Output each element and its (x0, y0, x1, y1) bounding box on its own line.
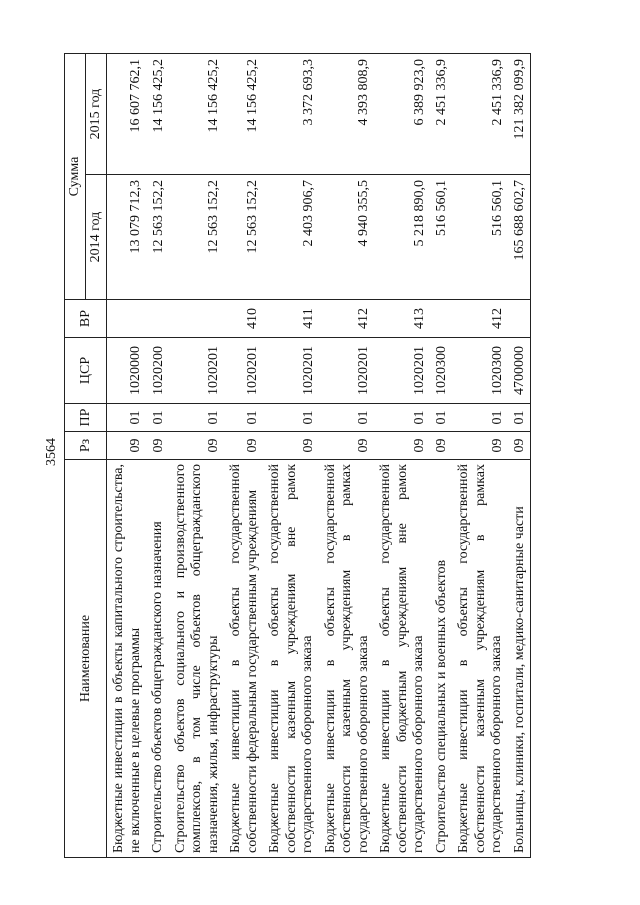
row-name: Бюджетные инвестиции в объекты государственной собственности казенным учреждениям в рамках государственного оборонного заказа (319, 460, 375, 858)
row-vr: 412 (319, 300, 375, 338)
row-pr: 01 (452, 404, 508, 432)
row-pr: 01 (263, 404, 319, 432)
row-sum-2014: 2 403 906,7 (263, 175, 319, 300)
row-name: Бюджетные инвестиции в объекты государственной собственности федеральным государственным учреждениям (224, 460, 263, 858)
row-vr (169, 300, 225, 338)
row-name: Больницы, клиники, госпитали, медико-санитарные части (508, 460, 531, 858)
table-row (263, 54, 319, 858)
row-rz: 09 (224, 432, 263, 460)
table-row (319, 54, 375, 858)
row-name: Строительство объектов общегражданского назначения (146, 460, 169, 858)
table-row (452, 54, 508, 858)
row-sum-2014: 4 940 355,5 (319, 175, 375, 300)
row-name: Строительство объектов социального и производственного комплексов, в том числе объектов общегражданского назначения, жилья, инфраструктуры (169, 460, 225, 858)
row-sum-2014: 516 560,1 (430, 175, 453, 300)
row-pr: 01 (508, 404, 531, 432)
row-name: Бюджетные инвестиции в объекты государственной собственности казенным учреждениям вне рамок государственного оборонного заказа (263, 460, 319, 858)
row-sum-2014: 12 563 152,2 (224, 175, 263, 300)
row-sum-2015: 2 451 336,9 (430, 54, 453, 175)
row-rz: 09 (430, 432, 453, 460)
row-sum-2015: 16 607 762,1 (107, 54, 147, 175)
row-sum-2014: 516 560,1 (452, 175, 508, 300)
table-header (65, 54, 107, 858)
row-sum-2014: 12 563 152,2 (169, 175, 225, 300)
row-sum-2015: 3 372 693,3 (263, 54, 319, 175)
row-rz: 09 (263, 432, 319, 460)
table-row (169, 54, 225, 858)
table-row (508, 54, 531, 858)
row-vr: 411 (263, 300, 319, 338)
row-vr: 410 (224, 300, 263, 338)
table-row (224, 54, 263, 858)
header-2014: 2014 год (86, 175, 107, 300)
row-csr: 1020000 (107, 338, 147, 404)
header-vr: ВР (65, 300, 107, 338)
row-pr: 01 (319, 404, 375, 432)
row-name: Бюджетные инвестиции в объекты государственной собственности бюджетным учреждениям вне рамок государственного оборонного заказа (374, 460, 430, 858)
header-rz: Рз (65, 432, 107, 460)
header-csr: ЦСР (65, 338, 107, 404)
row-pr: 01 (146, 404, 169, 432)
row-vr (107, 300, 147, 338)
row-pr: 01 (169, 404, 225, 432)
row-pr: 01 (224, 404, 263, 432)
header-name: Наименование (65, 460, 107, 858)
row-csr: 1020300 (430, 338, 453, 404)
row-pr: 01 (430, 404, 453, 432)
table-row (146, 54, 169, 858)
row-sum-2015: 14 156 425,2 (146, 54, 169, 175)
row-vr (508, 300, 531, 338)
row-vr (146, 300, 169, 338)
row-name: Бюджетные инвестиции в объекты капитального строительства, не включенные в целевые программы (107, 460, 147, 858)
row-csr: 1020201 (224, 338, 263, 404)
row-sum-2014: 165 688 602,7 (508, 175, 531, 300)
table-row (107, 54, 147, 858)
page-number: 3564 (44, 438, 59, 466)
row-name: Строительство специальных и военных объектов (430, 460, 453, 858)
row-rz: 09 (146, 432, 169, 460)
row-vr (430, 300, 453, 338)
row-vr: 413 (374, 300, 430, 338)
row-pr: 01 (107, 404, 147, 432)
row-sum-2014: 5 218 890,0 (374, 175, 430, 300)
budget-table (64, 53, 531, 858)
row-name: Бюджетные инвестиции в объекты государственной собственности казенным учреждениям в рамках государственного оборонного заказа (452, 460, 508, 858)
row-sum-2015: 14 156 425,2 (169, 54, 225, 175)
header-2015: 2015 год (86, 54, 107, 175)
row-sum-2014: 13 079 712,3 (107, 175, 147, 300)
row-csr: 1020201 (263, 338, 319, 404)
row-rz: 09 (107, 432, 147, 460)
row-rz: 09 (319, 432, 375, 460)
row-sum-2015: 14 156 425,2 (224, 54, 263, 175)
row-csr: 4700000 (508, 338, 531, 404)
row-vr: 412 (452, 300, 508, 338)
row-csr: 1020200 (146, 338, 169, 404)
row-csr: 1020201 (374, 338, 430, 404)
row-sum-2015: 4 393 808,9 (319, 54, 375, 175)
header-sum: Сумма (65, 54, 86, 300)
row-sum-2014: 12 563 152,2 (146, 175, 169, 300)
table-row (430, 54, 453, 858)
row-sum-2015: 121 382 099,9 (508, 54, 531, 175)
row-csr: 1020201 (319, 338, 375, 404)
row-csr: 1020300 (452, 338, 508, 404)
table-row (374, 54, 430, 858)
row-rz: 09 (374, 432, 430, 460)
row-sum-2015: 2 451 336,9 (452, 54, 508, 175)
rotated-page (64, 54, 609, 858)
row-rz: 09 (452, 432, 508, 460)
table-body (107, 54, 531, 858)
row-pr: 01 (374, 404, 430, 432)
header-pr: ПР (65, 404, 107, 432)
row-sum-2015: 6 389 923,0 (374, 54, 430, 175)
row-csr: 1020201 (169, 338, 225, 404)
row-rz: 09 (508, 432, 531, 460)
row-rz: 09 (169, 432, 225, 460)
